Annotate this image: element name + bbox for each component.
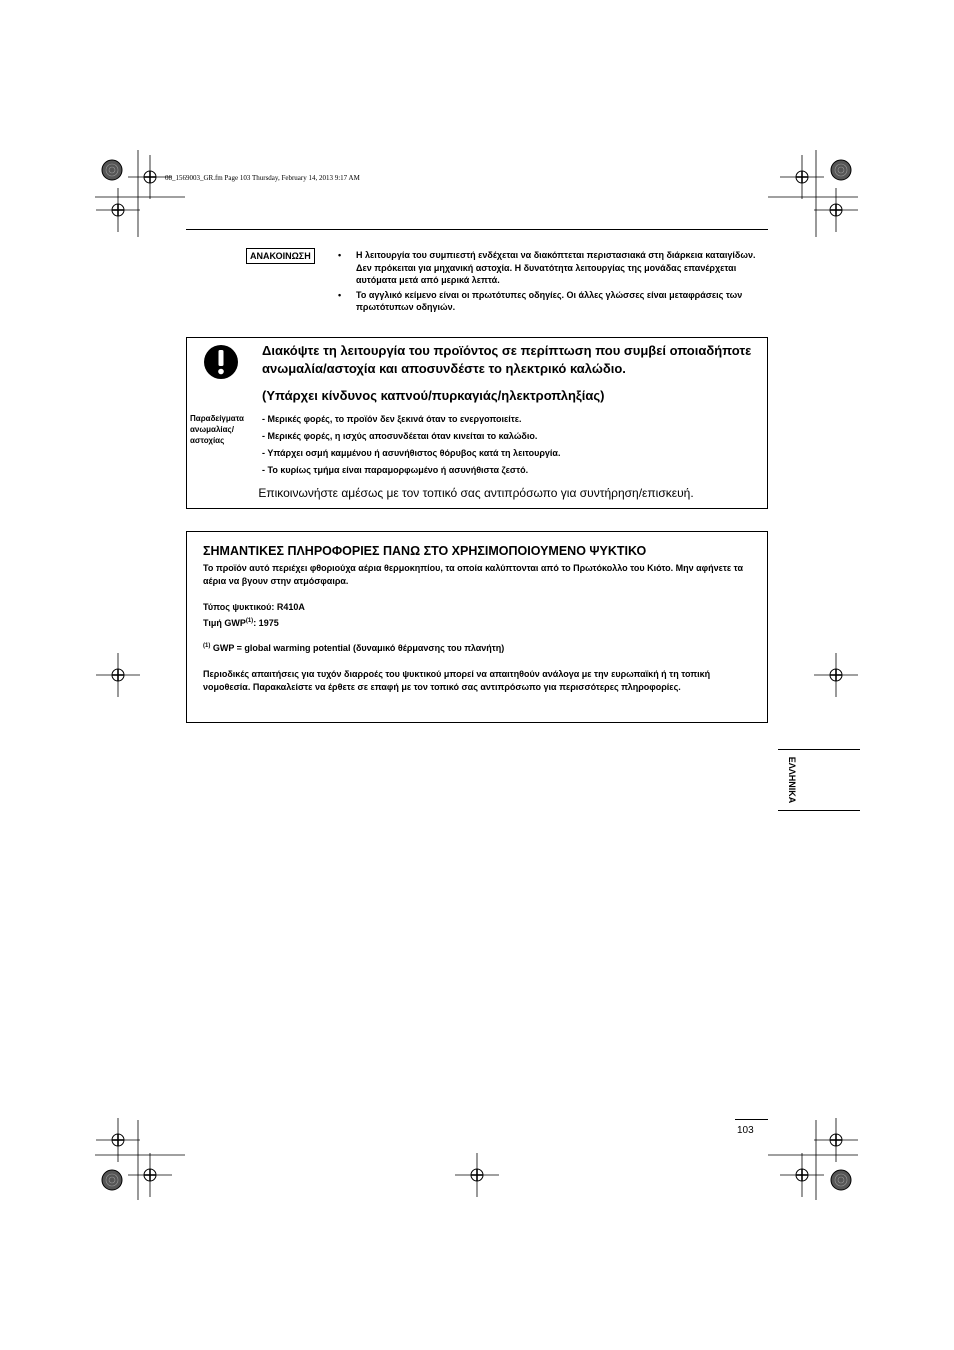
page-number: 103 [737, 1125, 754, 1136]
notice-label: ΑΝΑΚΟΙΝΩΣΗ [246, 248, 315, 264]
registration-cross-icon [128, 1153, 172, 1197]
notice-list [338, 249, 758, 316]
malfunction-examples-list [262, 413, 752, 481]
notice-item: • Το αγγλικό κείμενο είναι οι πρωτότυπες οδηγίες. Οι άλλες γλώσσες είναι μεταφράσεις των πρωτότυπων οδηγιών. [338, 289, 743, 312]
registration-disc-icon [831, 160, 851, 180]
registration-cross-icon [96, 188, 140, 232]
exclamation-mandatory-icon [203, 344, 239, 380]
registration-cross-icon [780, 155, 824, 199]
warning-subtitle: (Υπάρχει κίνδυνος καπνού/πυρκαγιάς/ηλεκτροπληξίας) [262, 388, 605, 403]
registration-disc-icon [102, 160, 122, 180]
registration-cross-icon [814, 653, 858, 697]
registration-disc-icon [831, 1170, 851, 1190]
refrigerant-title: ΣΗΜΑΝΤΙΚΕΣ ΠΛΗΡΟΦΟΡΙΕΣ ΠΑΝΩ ΣΤΟ ΧΡΗΣΙΜΟΠΟΙΟΥΜΕΝΟ ΨΥΚΤΙΚΟ [203, 544, 647, 558]
contact-dealer-text: Επικοινωνήστε αμέσως με τον τοπικό σας αντιπρόσωπο για συντήρηση/επισκευή. [258, 486, 694, 500]
page-number-rule [735, 1119, 768, 1120]
gwp-value-line: Τιμή GWP$^{(1)}$: 1975 [203, 618, 279, 628]
registration-cross-icon [455, 1153, 499, 1197]
registration-cross-icon [780, 1153, 824, 1197]
registration-cross-icon [814, 188, 858, 232]
list-item: - Το κυρίως τμήμα είναι παραμορφωμένο ή ασυνήθιστα ζεστό. [262, 465, 529, 475]
refrigerant-intro: Το προϊόν αυτό περιέχει φθοριούχα αέρια θερμοκηπίου, τα οποία καλύπτονται από το Πρωτόκολλο του Κιότο. Μην αφήνετε τα αέρια να βγουν στην ατμόσφαιρα. [203, 563, 743, 586]
list-item: - Μερικές φορές, η ισχύς αποσυνδέεται όταν κινείται το καλώδιο. [262, 431, 538, 441]
warning-title: Διακόψτε τη λειτουργία του προϊόντος σε περίπτωση που συμβεί οποιαδήποτε ανωμαλία/αστοχία και αποσυνδέστε το ηλεκτρικό καλώδιο. [262, 343, 752, 376]
notice-item: • Η λειτουργία του συμπιεστή ενδέχεται να διακόπτεται περιστασιακά στη διάρκεια καταιγίδων. Δεν πρόκειται για μηχανική αστοχία. Η δυνατότητα λειτουργίας της μονάδας επανέρχεται αυτόματα μετά από μερικά λεπτά. [338, 250, 756, 285]
language-tab-label: ΕΛΛΗΝΙΚΑ [787, 756, 797, 804]
refrigerant-type: Τύπος ψυκτικού: R410A [203, 602, 305, 612]
list-item: - Υπάρχει οσμή καμμένου ή ασυνήθιστος θόρυβος κατά τη λειτουργία. [262, 448, 561, 458]
examples-side-label: Παραδείγματα ανωμαλίας/ αστοχίας [190, 414, 244, 445]
file-stamp: 08_1569003_GR.fm Page 103 Thursday, February 14, 2013 9:17 AM [165, 174, 360, 182]
registration-disc-icon [102, 1170, 122, 1190]
leak-check-text: Περιοδικές απαιτήσεις για τυχόν διαρροές του ψυκτικού μπορεί να απαιτηθούν ανάλογα με την ευρωπαϊκή ή τη τοπική νομοθεσία. Παρακαλείστε να έρθετε σε επαφή με τον τοπικό σας αντιπρόσωπο για περισσότερες πληροφορίες. [203, 669, 711, 692]
list-item: - Μερικές φορές, το προϊόν δεν ξεκινά όταν το ενεργοποιείτε. [262, 414, 522, 424]
gwp-footnote: $^{(1)}$ GWP = global warming potential (δυναμικό θέρμανσης του πλανήτη) [203, 643, 505, 653]
registration-cross-icon [96, 653, 140, 697]
header-rule [186, 229, 768, 230]
